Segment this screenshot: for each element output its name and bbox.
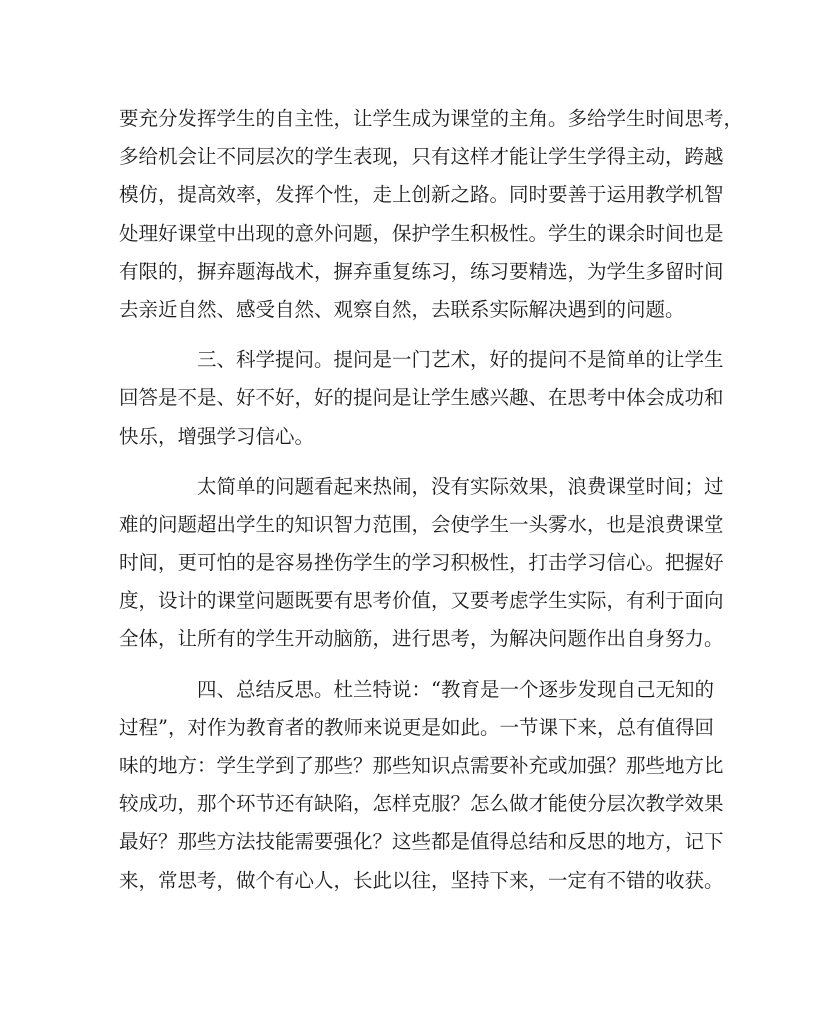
text-line: 三、科学提问。提问是一门艺术，好的提问不是简单的让学生 <box>197 348 724 372</box>
text-line: 味的地方：学生学到了那些？那些知识点需要补充或加强？那些地方比 <box>119 754 724 777</box>
text-line: 回答是不是、好不好，好的提问是让学生感兴趣、在思考中体会成功和 <box>119 386 724 410</box>
text-line: 最好？那些方法技能需要强化？这些都是值得总结和反思的地方，记下 <box>119 830 724 854</box>
paragraph <box>119 468 724 659</box>
text-line: 处理好课堂中出现的意外问题，保护学生积极性。学生的课余时间也是 <box>119 221 724 245</box>
paragraph <box>119 100 744 329</box>
document-body <box>119 100 744 900</box>
text-line: 去亲近自然、感受自然、观察自然，去联系实际解决遇到的问题。 <box>119 297 685 321</box>
text-line: 过程”，对作为教育者的教师来说更是如此。一节课下来，总有值得回 <box>119 715 714 739</box>
text-line: 多给机会让不同层次的学生表现，只有这样才能让学生学得主动，跨越 <box>119 145 724 169</box>
text-line: 四、总结反思。杜兰特说：“教育是一个逐步发现自己无知的 <box>197 677 714 701</box>
text-line: 快乐，增强学习信心。 <box>119 424 315 448</box>
text-line: 时间，更可怕的是容易挫伤学生的学习积极性，打击学习信心。把握好 <box>119 551 724 575</box>
text-line: 度，设计的课堂问题既要有思考价值，又要考虑学生实际，有利于面向 <box>119 589 724 613</box>
text-line: 模仿，提高效率，发挥个性，走上创新之路。同时要善于运用教学机智 <box>119 183 724 207</box>
paragraph <box>119 671 724 900</box>
text-line: 太简单的问题看起来热闹，没有实际效果，浪费课堂时间；过 <box>197 474 724 498</box>
text-line: 来，常思考，做个有心人，长此以往，坚持下来，一定有不错的收获。 <box>119 868 724 892</box>
text-line: 全体，让所有的学生开动脑筋，进行思考，为解决问题作出自身努力。 <box>119 627 724 651</box>
text-line: 有限的，摒弃题海战术，摒弃重复练习，练习要精选，为学生多留时间 <box>119 259 724 283</box>
paragraph <box>119 341 724 456</box>
text-line: 要充分发挥学生的自主性，让学生成为课堂的主角。多给学生时间思考， <box>119 107 744 130</box>
text-line: 难的问题超出学生的知识智力范围，会使学生一头雾水，也是浪费课堂 <box>119 512 724 536</box>
text-line: 较成功，那个环节还有缺陷，怎样克服？怎么做才能使分层次教学效果 <box>119 792 724 816</box>
